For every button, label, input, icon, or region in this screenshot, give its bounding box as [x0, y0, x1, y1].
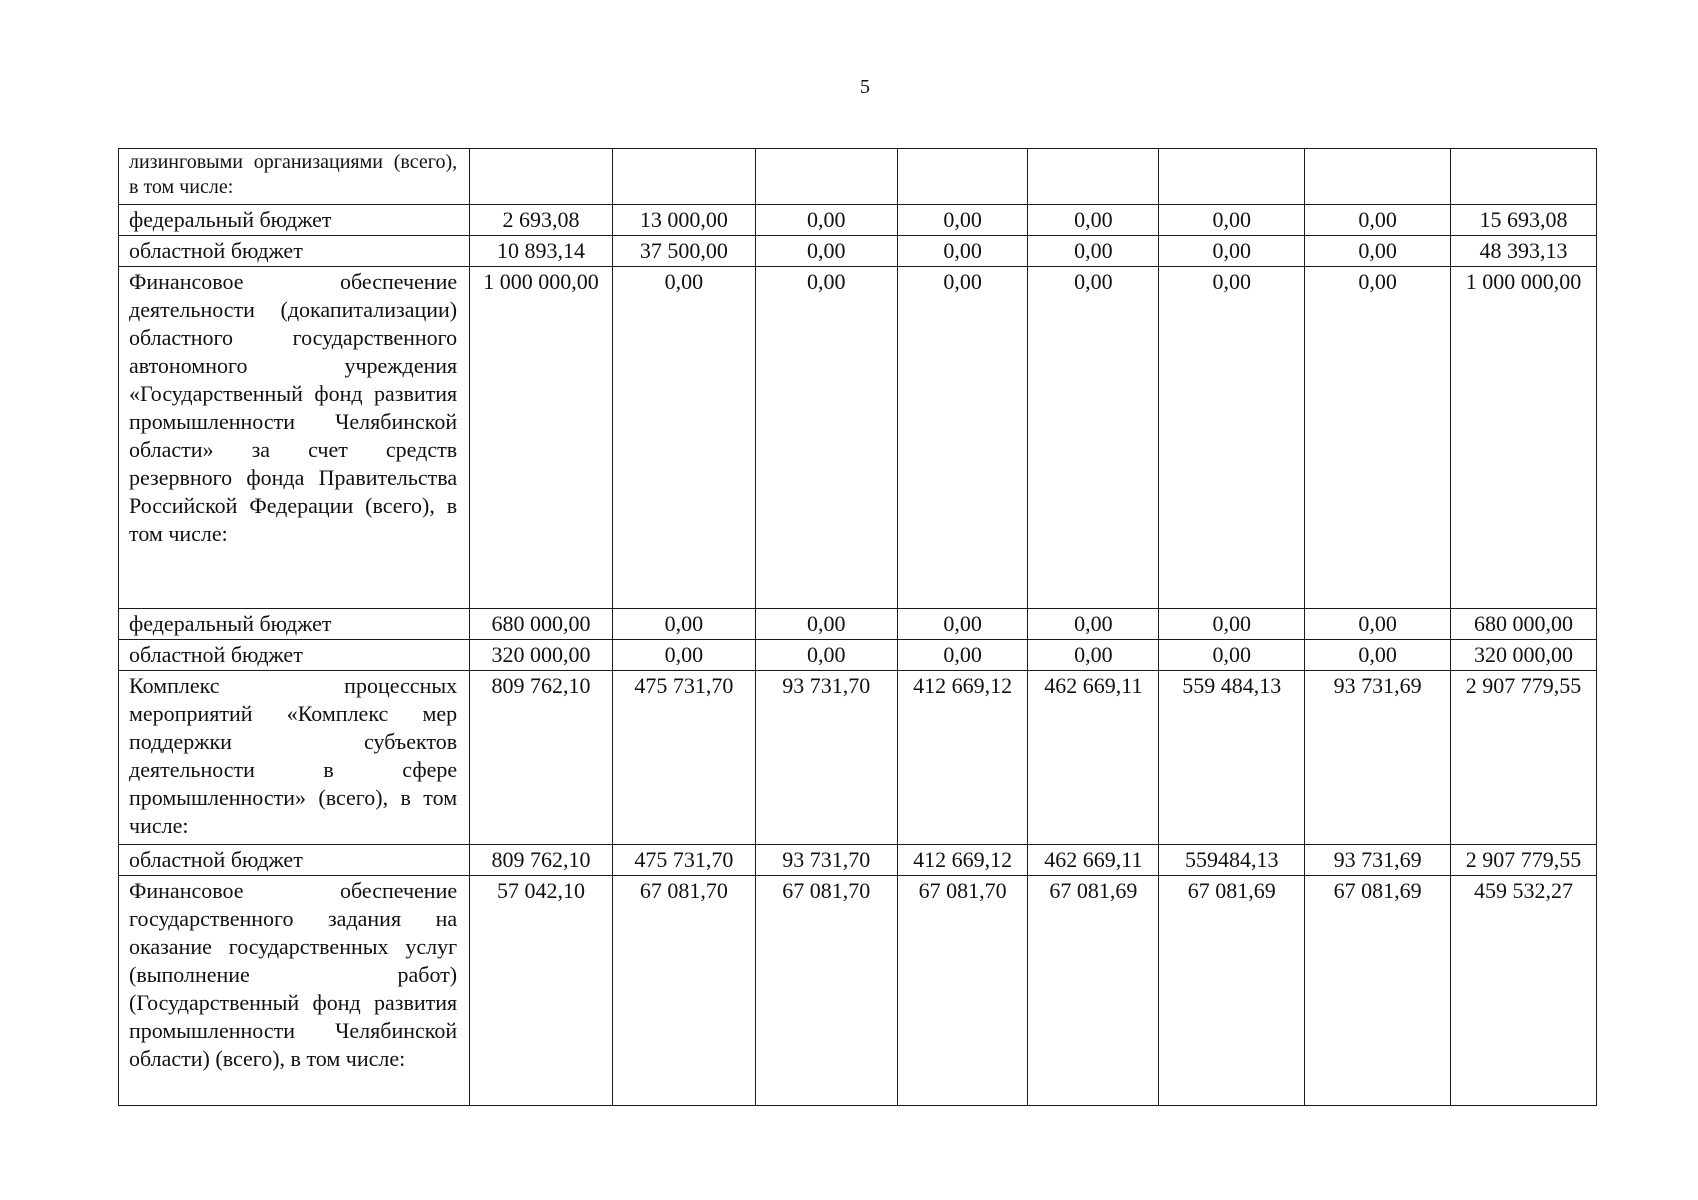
cell-value: 0,00 — [897, 236, 1028, 267]
page-number: 5 — [860, 76, 870, 98]
table-body — [119, 149, 1597, 1106]
cell-value: 37 500,00 — [612, 236, 755, 267]
cell-value — [1159, 149, 1305, 205]
cell-value: 0,00 — [1305, 205, 1451, 236]
table-row — [119, 236, 1597, 267]
cell-value: 0,00 — [897, 640, 1028, 671]
cell-value: 13 000,00 — [612, 205, 755, 236]
cell-value — [1028, 149, 1159, 205]
cell-value: 10 893,14 — [470, 236, 613, 267]
table-row — [119, 876, 1597, 1106]
cell-value: 1 000 000,00 — [470, 267, 613, 609]
cell-value: 412 669,12 — [897, 671, 1028, 845]
cell-value — [1451, 149, 1597, 205]
cell-value: 0,00 — [897, 267, 1028, 609]
row-label: Финансовое обеспечение государственного задания на оказание государственных услуг (выполнение работ) (Государственный фонд развития промышленности Челябинской области) (всего), в том числе: — [119, 876, 470, 1106]
row-label: федеральный бюджет — [119, 609, 470, 640]
cell-value: 0,00 — [612, 267, 755, 609]
row-label: областной бюджет — [119, 845, 470, 876]
cell-value: 809 762,10 — [470, 845, 613, 876]
cell-value: 0,00 — [1305, 267, 1451, 609]
table-row — [119, 609, 1597, 640]
cell-value: 0,00 — [755, 640, 897, 671]
cell-value: 559 484,13 — [1159, 671, 1305, 845]
cell-value: 680 000,00 — [470, 609, 613, 640]
cell-value: 2 693,08 — [470, 205, 613, 236]
cell-value — [1305, 149, 1451, 205]
cell-value: 0,00 — [1159, 609, 1305, 640]
row-label: областной бюджет — [119, 236, 470, 267]
cell-value: 0,00 — [755, 609, 897, 640]
cell-value: 67 081,69 — [1305, 876, 1451, 1106]
cell-value: 475 731,70 — [612, 671, 755, 845]
cell-value: 0,00 — [612, 640, 755, 671]
cell-value: 1 000 000,00 — [1451, 267, 1597, 609]
cell-value: 2 907 779,55 — [1451, 845, 1597, 876]
cell-value: 0,00 — [755, 205, 897, 236]
cell-value: 0,00 — [1028, 640, 1159, 671]
row-label: федеральный бюджет — [119, 205, 470, 236]
cell-value: 15 693,08 — [1451, 205, 1597, 236]
cell-value: 57 042,10 — [470, 876, 613, 1106]
cell-value: 93 731,69 — [1305, 845, 1451, 876]
cell-value: 93 731,70 — [755, 671, 897, 845]
cell-value: 0,00 — [1028, 609, 1159, 640]
cell-value — [612, 149, 755, 205]
row-label: Комплекс процессных мероприятий «Комплекс мер поддержки субъектов деятельности в сфере промышленности» (всего), в том числе: — [119, 671, 470, 845]
cell-value: 0,00 — [1028, 236, 1159, 267]
cell-value: 320 000,00 — [470, 640, 613, 671]
cell-value: 809 762,10 — [470, 671, 613, 845]
cell-value: 0,00 — [755, 236, 897, 267]
table-row — [119, 205, 1597, 236]
cell-value: 459 532,27 — [1451, 876, 1597, 1106]
cell-value: 2 907 779,55 — [1451, 671, 1597, 845]
table-row — [119, 149, 1597, 205]
cell-value: 412 669,12 — [897, 845, 1028, 876]
cell-value — [755, 149, 897, 205]
cell-value: 0,00 — [755, 267, 897, 609]
table-row — [119, 640, 1597, 671]
cell-value: 48 393,13 — [1451, 236, 1597, 267]
row-label: Финансовое обеспечение деятельности (докапитализации) областного государственного автономного учреждения «Государственный фонд развития промышленности Челябинской области» за счет средств резервного фонда Правительства Российской Федерации (всего), в том числе: — [119, 267, 470, 609]
cell-value: 67 081,70 — [897, 876, 1028, 1106]
cell-value: 0,00 — [897, 609, 1028, 640]
cell-value — [897, 149, 1028, 205]
cell-value: 67 081,69 — [1159, 876, 1305, 1106]
cell-value: 0,00 — [1159, 640, 1305, 671]
row-label: областной бюджет — [119, 640, 470, 671]
cell-value: 0,00 — [1305, 609, 1451, 640]
table-row — [119, 671, 1597, 845]
cell-value: 0,00 — [612, 609, 755, 640]
cell-value: 462 669,11 — [1028, 845, 1159, 876]
cell-value: 67 081,69 — [1028, 876, 1159, 1106]
cell-value: 559484,13 — [1159, 845, 1305, 876]
cell-value: 67 081,70 — [755, 876, 897, 1106]
table-row — [119, 845, 1597, 876]
cell-value: 462 669,11 — [1028, 671, 1159, 845]
cell-value: 0,00 — [1305, 640, 1451, 671]
cell-value: 93 731,70 — [755, 845, 897, 876]
cell-value: 0,00 — [1159, 267, 1305, 609]
cell-value — [470, 149, 613, 205]
cell-value: 0,00 — [1028, 205, 1159, 236]
cell-value: 93 731,69 — [1305, 671, 1451, 845]
table-row — [119, 267, 1597, 609]
cell-value: 0,00 — [1159, 205, 1305, 236]
budget-table — [118, 148, 1597, 1106]
cell-value: 0,00 — [1028, 267, 1159, 609]
cell-value: 67 081,70 — [612, 876, 755, 1106]
cell-value: 0,00 — [897, 205, 1028, 236]
cell-value: 320 000,00 — [1451, 640, 1597, 671]
cell-value: 0,00 — [1305, 236, 1451, 267]
cell-value: 680 000,00 — [1451, 609, 1597, 640]
cell-value: 475 731,70 — [612, 845, 755, 876]
row-label: лизинговыми организациями (всего), в том числе: — [119, 149, 470, 205]
cell-value: 0,00 — [1159, 236, 1305, 267]
